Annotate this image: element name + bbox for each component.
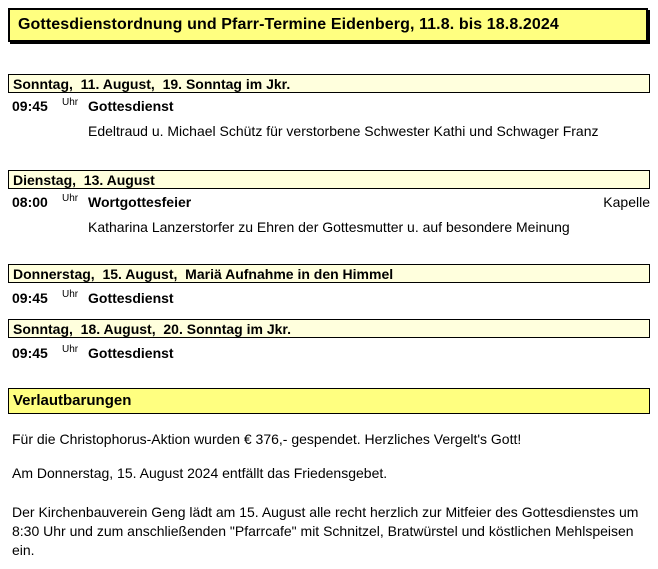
mass-intention: Katharina Lanzerstorfer zu Ehren der Gottesmutter u. auf besondere Meinung xyxy=(88,219,570,235)
day-heading: Dienstag, 13. August xyxy=(13,172,155,188)
service-name: Wortgottesfeier xyxy=(88,194,192,210)
day-heading: Donnerstag, 15. August, Mariä Aufnahme in den Himmel xyxy=(13,266,394,282)
service-location: Kapelle xyxy=(603,194,650,210)
mass-intention: Edeltraud u. Michael Schütz für verstorbene Schwester Kathi und Schwager Franz xyxy=(88,123,599,139)
time-unit: Uhr xyxy=(62,193,79,204)
page-title-box xyxy=(8,8,648,42)
day-heading: Sonntag, 18. August, 20. Sonntag im Jkr. xyxy=(13,321,291,337)
service-time: 09:45 xyxy=(12,98,48,114)
day-heading: Sonntag, 11. August, 19. Sonntag im Jkr. xyxy=(13,76,291,92)
service-time: 09:45 xyxy=(12,345,48,361)
announcement-item: Am Donnerstag, 15. August 2024 entfällt das Friedensgebet. xyxy=(12,465,388,481)
day-heading-bar xyxy=(8,170,650,189)
time-unit: Uhr xyxy=(62,97,79,108)
service-name: Gottesdienst xyxy=(88,345,174,361)
day-heading-bar xyxy=(8,74,650,93)
time-unit: Uhr xyxy=(62,344,79,355)
announcement-item: Für die Christophorus-Aktion wurden € 376,- gespendet. Herzliches Vergelt's Gott! xyxy=(12,431,522,447)
announcement-item: Der Kirchenbauverein Geng lädt am 15. August alle recht herzlich zur Mitfeier des Gottesdienstes um 8:30 Uhr und zum anschließenden "Pfarrcafe" mit Schnitzel, Bratwürstel und köstlichen Mehlspeisen ein. xyxy=(12,504,639,558)
time-unit: Uhr xyxy=(62,289,79,300)
service-time: 08:00 xyxy=(12,194,48,210)
announcements-heading-box xyxy=(8,388,650,414)
service-name: Gottesdienst xyxy=(88,98,174,114)
day-heading-bar xyxy=(8,264,650,283)
page-title: Gottesdienstordnung und Pfarr-Termine Eidenberg, 11.8. bis 18.8.2024 xyxy=(18,16,559,33)
service-time: 09:45 xyxy=(12,290,48,306)
announcements-heading: Verlautbarungen xyxy=(13,392,132,409)
service-name: Gottesdienst xyxy=(88,290,174,306)
day-heading-bar xyxy=(8,319,650,338)
